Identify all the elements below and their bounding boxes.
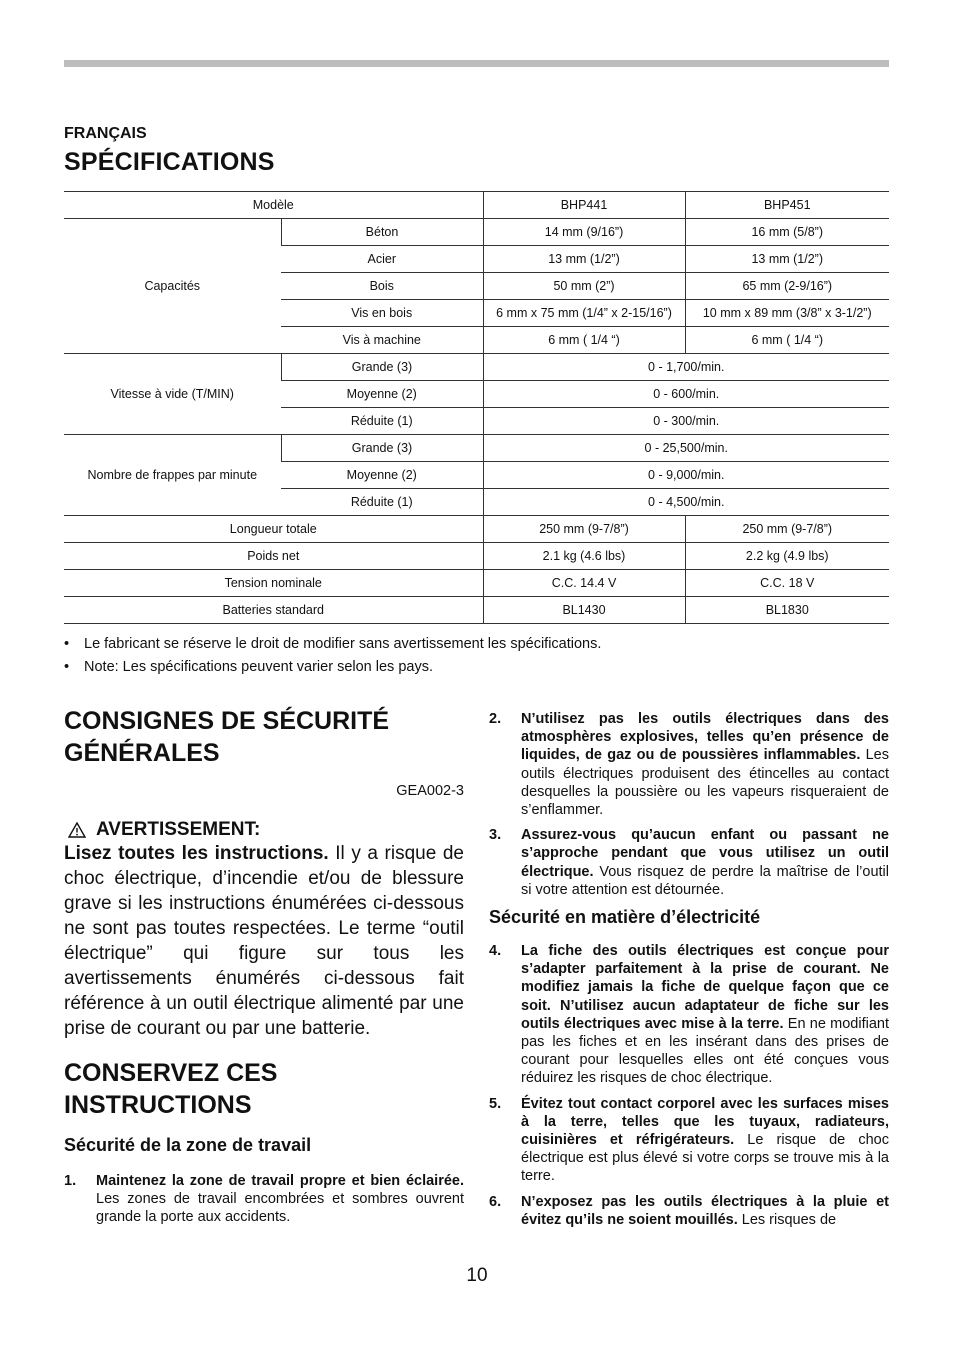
table-cell: Vis en bois	[281, 300, 483, 327]
item-body: En ne modifiant pas les fiches et en les insérant dans des prises de courant pour lesquelles elles ont été conçues vous réduirez les risques de choc électrique.	[521, 1015, 889, 1087]
list-item	[489, 942, 889, 1088]
doc-code: GEA002-3	[396, 783, 464, 799]
table-cell: 250 mm (9-7/8”)	[685, 516, 889, 543]
keep-instructions-line: INSTRUCTIONS	[64, 1091, 252, 1119]
table-cell: 65 mm (2-9/16”)	[685, 273, 889, 300]
item-body: Les zones de travail encombrées et sombres ouvrent grande la porte aux accidents.	[96, 1191, 464, 1226]
table-cell: 2.2 kg (4.9 lbs)	[685, 543, 889, 570]
note-item: • Note: Les spécifications peuvent varier selon les pays.	[64, 656, 601, 679]
table-cell: 0 - 9,000/min.	[483, 462, 889, 489]
table-cell: Moyenne (2)	[281, 462, 483, 489]
table-cell: 16 mm (5/8”)	[685, 219, 889, 246]
specifications-table	[64, 191, 889, 624]
table-cell: Batteries standard	[64, 597, 483, 624]
item-bold: N’exposez pas les outils électriques à la pluie et évitez qu’ils ne soient mouillés.	[521, 1193, 889, 1228]
item-text	[521, 1095, 889, 1186]
table-row	[64, 516, 889, 543]
item-body: Les outils électriques produisent des étincelles au contact desquelles la poussière ou les vapeurs risqueraient de s’enflammer.	[521, 747, 889, 819]
item-bold: Évitez tout contact corporel avec les surfaces mises à la terre, telles que les tuyaux, radiateurs, cuisinières et réfrigérateurs.	[521, 1095, 889, 1149]
table-cell: 6 mm x 75 mm (1/4” x 2-15/16”)	[483, 300, 685, 327]
table-row	[64, 435, 889, 462]
table-cell: 0 - 25,500/min.	[483, 435, 889, 462]
table-cell: 250 mm (9-7/8”)	[483, 516, 685, 543]
specifications-heading: SPÉCIFICATIONS	[64, 148, 275, 176]
table-cell: Grande (3)	[281, 354, 483, 381]
left-column	[64, 705, 464, 1234]
warning-header	[64, 819, 464, 841]
list-item	[489, 826, 889, 899]
work-area-list	[64, 1172, 464, 1227]
item-number: 1.	[64, 1173, 77, 1189]
keep-instructions-heading	[64, 1057, 464, 1121]
table-cell: 0 - 1,700/min.	[483, 354, 889, 381]
table-cell: Bois	[281, 273, 483, 300]
item-text	[521, 710, 889, 819]
item-bold: Maintenez la zone de travail propre et bien éclairée.	[96, 1173, 464, 1189]
table-cell: Vis à machine	[281, 327, 483, 354]
warning-label: AVERTISSEMENT:	[96, 819, 261, 840]
keep-instructions-line: CONSERVEZ CES	[64, 1059, 278, 1087]
safety-heading-line: GÉNÉRALES	[64, 739, 220, 767]
warning-bold: Lisez toutes les instructions.	[64, 843, 329, 864]
table-cell: 13 mm (1/2”)	[685, 246, 889, 273]
table-cell: C.C. 14.4 V	[483, 570, 685, 597]
item-text	[521, 942, 889, 1088]
table-cell: Capacités	[64, 219, 281, 354]
list-item	[64, 1172, 464, 1227]
list-item	[489, 1193, 889, 1229]
table-row	[64, 570, 889, 597]
table-cell: Moyenne (2)	[281, 381, 483, 408]
list-item	[489, 710, 889, 819]
table-cell: BHP441	[483, 192, 685, 219]
item-body: Le risque de choc électrique est plus élevé si votre corps se trouve mis à la terre.	[521, 1132, 889, 1185]
item-number: 4.	[489, 943, 502, 960]
table-cell: Modèle	[64, 192, 483, 219]
item-number: 3.	[489, 827, 502, 844]
item-bold: La fiche des outils électriques est conçue pour s’adapter parfaitement à la prise de courant. Ne modifiez jamais la fiche de quelque façon que ce soit. N’utilisez aucun adaptateur de fiche sur les outils électriques avec mise à la terre.	[521, 943, 889, 1032]
item-number: 2.	[489, 711, 502, 727]
table-cell: Réduite (1)	[281, 408, 483, 435]
table-cell: Nombre de frappes par minute	[64, 435, 281, 516]
table-row	[64, 597, 889, 624]
warning-triangle-icon	[68, 822, 86, 838]
list-item	[489, 1095, 889, 1186]
table-cell: Béton	[281, 219, 483, 246]
page-number: 10	[466, 1265, 488, 1286]
table-cell: 2.1 kg (4.6 lbs)	[483, 543, 685, 570]
table-cell: 6 mm ( 1/4 “)	[483, 327, 685, 354]
table-cell: BL1430	[483, 597, 685, 624]
item-body: Vous risquez de perdre la maîtrise de l’outil si votre attention est détournée.	[521, 863, 889, 898]
table-cell: 0 - 4,500/min.	[483, 489, 889, 516]
item-number: 5.	[489, 1095, 502, 1112]
table-row	[64, 543, 889, 570]
item-text	[521, 826, 889, 899]
item-text	[521, 1193, 889, 1229]
safety-heading	[64, 705, 464, 769]
safety-heading-line: CONSIGNES DE SÉCURITÉ	[64, 707, 390, 735]
top-rule	[64, 60, 889, 67]
table-cell: Longueur totale	[64, 516, 483, 543]
right-column	[489, 710, 889, 1236]
table-row	[64, 354, 889, 381]
language-label: FRANÇAIS	[64, 125, 147, 142]
table-cell: Poids net	[64, 543, 483, 570]
note-item: • Le fabricant se réserve le droit de modifier sans avertissement les spécifications.	[64, 633, 601, 656]
table-cell: 0 - 300/min.	[483, 408, 889, 435]
item-bold: N’utilisez pas les outils électriques dans des atmosphères explosives, telles qu’en présence de liquides, de gaz ou de poussières inflammables.	[521, 711, 889, 764]
item-bold: Assurez-vous qu’aucun enfant ou passant ne s’approche pendant que vous utilisez un outil électrique.	[521, 827, 889, 880]
table-cell: 6 mm ( 1/4 “)	[685, 327, 889, 354]
work-area-heading: Sécurité de la zone de travail	[64, 1135, 312, 1155]
item-number: 6.	[489, 1193, 502, 1210]
table-cell: Acier	[281, 246, 483, 273]
table-cell: 10 mm x 89 mm (3/8” x 3-1/2”)	[685, 300, 889, 327]
table-row	[64, 219, 889, 246]
table-row	[64, 192, 889, 219]
table-cell: BHP451	[685, 192, 889, 219]
table-cell: 14 mm (9/16”)	[483, 219, 685, 246]
table-cell: 50 mm (2”)	[483, 273, 685, 300]
table-cell: 0 - 600/min.	[483, 381, 889, 408]
table-cell: 13 mm (1/2”)	[483, 246, 685, 273]
spec-notes	[64, 633, 601, 678]
item-text	[96, 1172, 464, 1227]
table-cell: Grande (3)	[281, 435, 483, 462]
warning-body: Il y a risque de choc électrique, d’incendie et/ou de blessure grave si les instructions énumérées ci-dessous ne sont pas toutes respectées. Le terme “outil électrique” qui figure sur tous les avertissements énumérés ci-dessous fait référence à un outil électrique alimenté par une prise de courant ou par une batterie.	[64, 843, 464, 1039]
electrical-safety-heading: Sécurité en matière d’électricité	[489, 907, 761, 928]
table-cell: C.C. 18 V	[685, 570, 889, 597]
table-cell: BL1830	[685, 597, 889, 624]
table-cell: Tension nominale	[64, 570, 483, 597]
table-cell: Vitesse à vide (T/MIN)	[64, 354, 281, 435]
table-cell: Réduite (1)	[281, 489, 483, 516]
item-body: Les risques de	[737, 1211, 837, 1228]
warning-text	[64, 841, 464, 1041]
